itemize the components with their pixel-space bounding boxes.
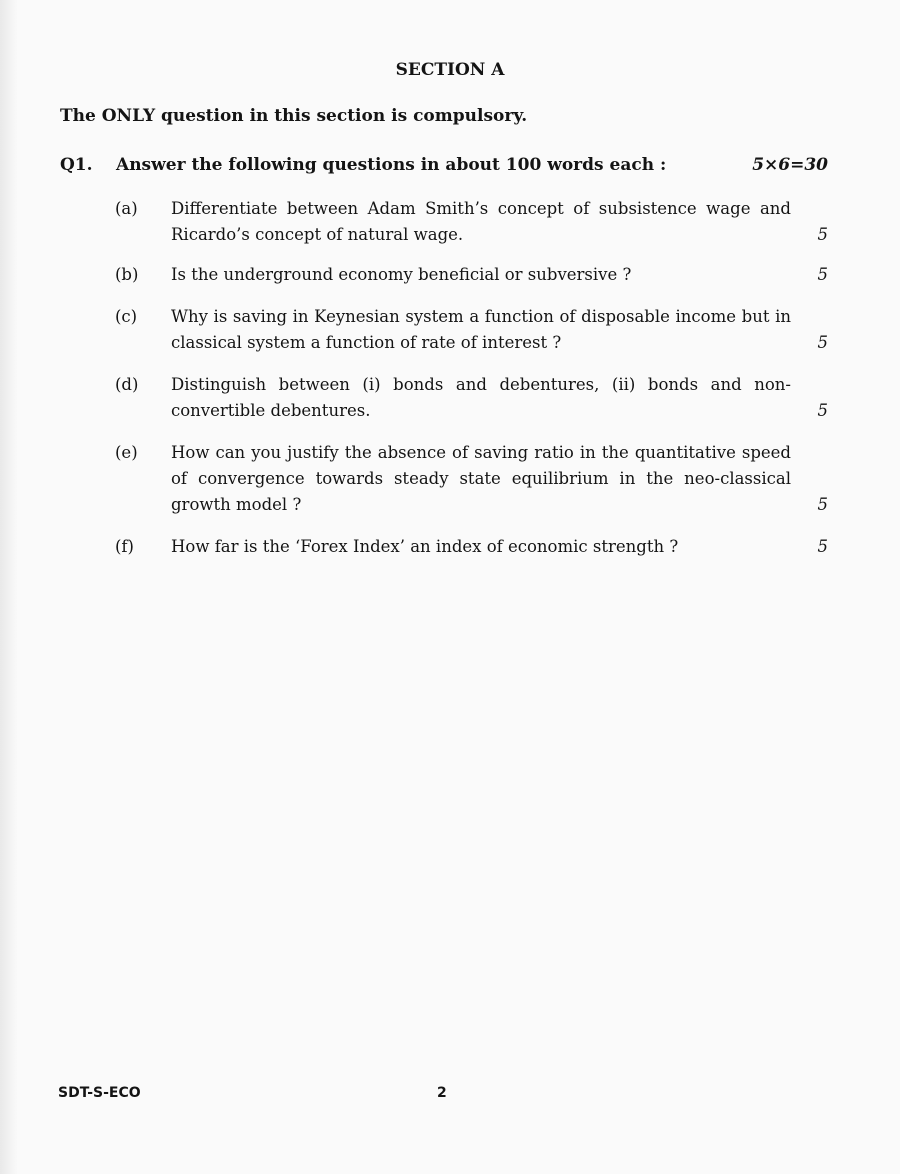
subquestion-marks: 5 <box>817 401 828 420</box>
question-number: Q1. <box>60 155 93 175</box>
subquestion-e <box>115 440 828 518</box>
subquestion-label: (d) <box>115 375 139 394</box>
subquestion-d <box>115 372 828 424</box>
subquestion-f <box>115 534 828 560</box>
subquestion-a <box>115 196 828 248</box>
subquestion-b <box>115 262 828 288</box>
subquestion-label: (f) <box>115 537 134 556</box>
subquestion-text: Is the underground economy beneficial or subversive ? <box>171 265 632 284</box>
subquestion-marks: 5 <box>817 495 828 514</box>
question-text: Answer the following questions in about 100 words each : <box>116 155 667 175</box>
subquestion-marks: 5 <box>817 265 828 284</box>
question-marks: 5×6=30 <box>752 155 828 175</box>
subquestion-label: (a) <box>115 199 138 218</box>
page-edge-shadow <box>0 0 18 1174</box>
subquestion-text: Differentiate between Adam Smith’s concept of subsistence wage and Ricardo’s concept of natural wage. <box>171 199 791 244</box>
subquestion-text: Why is saving in Keynesian system a function of disposable income but in classical system a function of rate of interest ? <box>171 307 791 352</box>
subquestion-marks: 5 <box>817 333 828 352</box>
footer-paper-code: SDT-S-ECO <box>58 1085 141 1101</box>
subquestion-marks: 5 <box>817 225 828 244</box>
section-title: SECTION A <box>395 60 505 80</box>
footer-page-number: 2 <box>437 1085 447 1101</box>
subquestion-text: How far is the ‘Forex Index’ an index of economic strength ? <box>171 537 679 556</box>
subquestion-text: Distinguish between (i) bonds and debentures, (ii) bonds and non-convertible debentures. <box>171 375 791 420</box>
subquestion-label: (c) <box>115 307 138 326</box>
subquestion-marks: 5 <box>817 537 828 556</box>
subquestion-label: (b) <box>115 265 139 284</box>
subquestion-c <box>115 304 828 356</box>
subquestion-text: How can you justify the absence of saving ratio in the quantitative speed of convergence towards steady state equilibrium in the neo-classical growth model ? <box>171 443 791 514</box>
section-instruction: The ONLY question in this section is compulsory. <box>60 106 528 126</box>
subquestion-label: (e) <box>115 443 138 462</box>
